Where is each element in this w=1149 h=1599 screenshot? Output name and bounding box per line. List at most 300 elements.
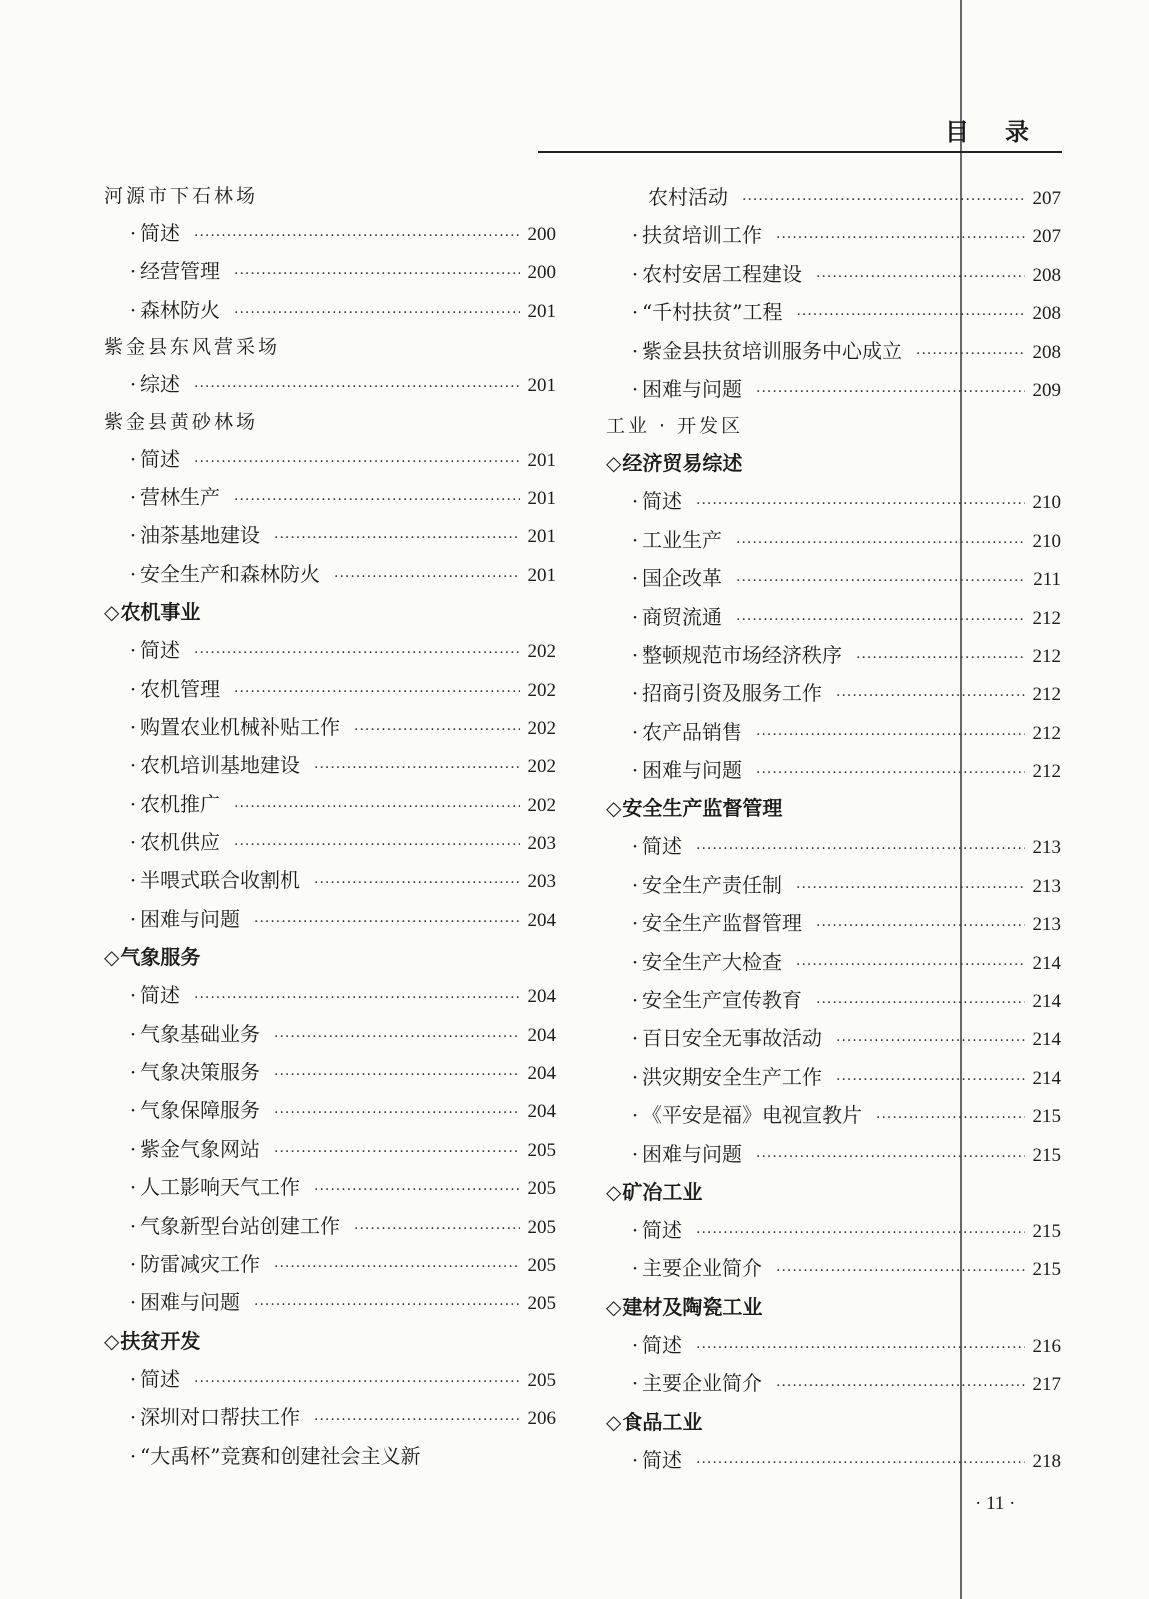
dot-leader (354, 711, 520, 749)
entry-label: 购置农业机械补贴工作 (140, 714, 340, 739)
bullet-icon: · (129, 523, 137, 548)
dot-leader (194, 443, 520, 481)
toc-entry[interactable] (104, 861, 556, 899)
entry-label: 深圳对口帮扶工作 (140, 1405, 300, 1430)
dot-leader (836, 1061, 1025, 1099)
dot-leader (796, 296, 1024, 334)
entry-page-number: 202 (527, 794, 556, 816)
section-title: 食品工业 (622, 1409, 703, 1434)
dot-leader (234, 294, 520, 332)
entry-label: 简述 (140, 446, 180, 471)
bullet-icon: · (129, 714, 137, 739)
section-heading (606, 444, 1061, 482)
entry-page-number: 210 (1032, 492, 1061, 514)
toc-entry[interactable] (104, 1168, 556, 1206)
entry-label: 农产品销售 (642, 719, 742, 744)
entry-page-number: 201 (527, 449, 556, 471)
toc-entry[interactable] (606, 1019, 1061, 1057)
bullet-icon: · (631, 261, 639, 286)
entry-page-number: 204 (527, 1101, 556, 1123)
toc-entry[interactable] (606, 904, 1061, 942)
bullet-icon: · (631, 758, 639, 783)
entry-page-number: 213 (1032, 914, 1061, 936)
toc-column-left (104, 178, 556, 1475)
entry-page-number: 208 (1032, 341, 1061, 363)
section-title: 矿冶工业 (622, 1179, 703, 1204)
bullet-icon: · (631, 834, 639, 859)
toc-entry[interactable] (104, 785, 556, 823)
entry-page-number: 215 (1032, 1144, 1061, 1166)
dot-leader (274, 1094, 520, 1132)
bullet-icon: · (631, 489, 639, 514)
toc-entry[interactable] (104, 1053, 556, 1091)
dot-leader (796, 869, 1025, 907)
entry-page-number: 212 (1032, 607, 1061, 629)
entry-label: 整顿规范市场经济秩序 (642, 642, 842, 667)
entry-label: 商贸流通 (642, 604, 722, 629)
entry-label: 农机培训基地建设 (140, 753, 300, 778)
entry-label: 招商引资及服务工作 (642, 681, 822, 706)
bullet-icon: · (631, 1371, 639, 1396)
diamond-icon: ◇ (606, 796, 622, 821)
entry-label: 简述 (140, 983, 180, 1008)
entry-page-number: 218 (1032, 1450, 1061, 1472)
entry-page-number: 204 (527, 1024, 556, 1046)
group-heading: 河源市下石林场 (104, 185, 259, 207)
bullet-icon: · (129, 1290, 137, 1315)
entry-label: 困难与问题 (642, 758, 742, 783)
dot-leader (234, 826, 520, 864)
section-title: 气象服务 (120, 945, 201, 970)
toc-entry[interactable] (606, 943, 1061, 981)
bullet-icon: · (631, 949, 639, 974)
bullet-icon: · (631, 911, 639, 936)
dot-leader (776, 219, 1025, 257)
group-heading: 工业 · 开发区 (606, 415, 744, 438)
toc-entry[interactable] (606, 1211, 1061, 1249)
section-title: 建材及陶瓷工业 (622, 1294, 763, 1319)
entry-page-number: 212 (1032, 761, 1061, 783)
toc-entry[interactable] (104, 1207, 556, 1245)
dot-leader (836, 677, 1025, 715)
entry-page-number: 201 (527, 487, 556, 509)
entry-label: 综述 (140, 372, 180, 397)
toc-entry[interactable] (606, 866, 1061, 904)
toc-entry[interactable] (104, 214, 556, 252)
toc-entry[interactable] (606, 1326, 1061, 1364)
entry-label: 安全生产大检查 (642, 949, 782, 974)
entry-label: 紫金县扶贫培训服务中心成立 (642, 338, 902, 363)
toc-entry[interactable] (606, 255, 1061, 293)
entry-page-number: 215 (1032, 1220, 1061, 1242)
dot-leader (334, 558, 520, 596)
bullet-icon: · (631, 223, 639, 248)
entry-label: “千村扶贫”工程 (642, 300, 783, 325)
dot-leader (234, 788, 520, 826)
entry-page-number: 202 (527, 679, 556, 701)
diamond-icon: ◇ (104, 600, 120, 625)
toc-entry[interactable] (104, 440, 556, 478)
bullet-icon: · (631, 1141, 639, 1166)
dot-leader (796, 946, 1025, 984)
toc-entry[interactable] (104, 823, 556, 861)
entry-label: 简述 (642, 834, 682, 859)
toc-entry[interactable] (606, 1135, 1061, 1173)
toc-entry[interactable] (606, 178, 1061, 216)
entry-label: 工业生产 (642, 527, 722, 552)
bullet-icon: · (129, 297, 137, 322)
entry-label: 简述 (140, 221, 180, 245)
dot-leader (234, 481, 520, 519)
toc-entry[interactable] (606, 598, 1061, 636)
toc-entry[interactable] (104, 746, 556, 784)
dot-leader (756, 373, 1025, 411)
entry-label: 困难与问题 (140, 906, 240, 931)
dot-leader (696, 1329, 1025, 1367)
dot-leader (314, 1401, 520, 1439)
entry-label: 简述 (642, 1217, 682, 1242)
entry-page-number: 205 (527, 1254, 556, 1276)
entry-page-number: 207 (1032, 226, 1061, 248)
entry-label: 人工影响天气工作 (140, 1175, 300, 1200)
entry-page-number: 203 (527, 871, 556, 893)
entry-page-number: 205 (527, 1139, 556, 1161)
bullet-icon: · (631, 566, 639, 591)
toc-entry[interactable] (104, 478, 556, 516)
dot-leader (234, 255, 520, 293)
page-title: 目录 (945, 118, 1065, 146)
entry-page-number: 217 (1032, 1374, 1061, 1396)
entry-page-number: 210 (1032, 530, 1061, 552)
toc-entry[interactable] (104, 1398, 556, 1436)
dot-leader (776, 1367, 1025, 1405)
entry-page-number: 200 (527, 224, 556, 245)
entry-page-number: 214 (1032, 991, 1061, 1013)
entry-label: 简述 (140, 1366, 180, 1391)
bullet-icon: · (129, 1136, 137, 1161)
toc-entry[interactable] (104, 1283, 556, 1321)
dot-leader (194, 368, 520, 406)
bullet-icon: · (129, 753, 137, 778)
toc-entry[interactable] (606, 1441, 1061, 1479)
bullet-icon: · (129, 1443, 137, 1468)
entry-label: 安全生产监督管理 (642, 911, 802, 936)
toc-entry[interactable] (606, 216, 1061, 254)
section-heading (606, 1173, 1061, 1211)
entry-label: 安全生产责任制 (642, 872, 782, 897)
toc-entry[interactable] (104, 631, 556, 669)
entry-page-number: 204 (527, 1063, 556, 1085)
bullet-icon: · (129, 1366, 137, 1391)
entry-label: 简述 (642, 1332, 682, 1357)
entry-page-number: 208 (1032, 264, 1061, 286)
entry-label: 紫金气象网站 (140, 1136, 260, 1161)
entry-page-number: 202 (527, 641, 556, 663)
dot-leader (274, 519, 520, 557)
entry-page-number: 214 (1032, 952, 1061, 974)
entry-page-number: 205 (527, 1178, 556, 1200)
entry-label: 防雷减灾工作 (140, 1251, 260, 1276)
bullet-icon: · (631, 1256, 639, 1281)
bullet-icon: · (129, 1405, 137, 1430)
toc-entry[interactable] (606, 1096, 1061, 1134)
entry-label: 《平安是福》电视宣教片 (642, 1103, 862, 1128)
bullet-icon: · (631, 338, 639, 363)
dot-leader (876, 1099, 1025, 1137)
entry-page-number: 203 (527, 833, 556, 855)
entry-label: 安全生产宣传教育 (642, 988, 802, 1013)
entry-label: 简述 (140, 638, 180, 663)
entry-page-number: 200 (527, 262, 556, 284)
dot-leader (736, 524, 1025, 562)
entry-page-number: 207 (1032, 188, 1061, 209)
bullet-icon: · (129, 484, 137, 509)
dot-leader (254, 903, 520, 941)
dot-leader (194, 634, 520, 672)
entry-label: 简述 (642, 489, 682, 514)
entry-label: 经营管理 (140, 259, 220, 284)
dot-leader (314, 749, 520, 787)
entry-page-number: 212 (1032, 645, 1061, 667)
bullet-icon: · (631, 1217, 639, 1242)
entry-label: 森林防火 (140, 297, 220, 322)
toc-entry[interactable] (104, 291, 556, 329)
toc-entry[interactable] (104, 708, 556, 746)
bullet-icon: · (129, 1098, 137, 1123)
toc-entry[interactable] (606, 293, 1061, 331)
dot-leader (816, 907, 1025, 945)
dot-leader (816, 258, 1025, 296)
bullet-icon: · (631, 681, 639, 706)
entry-label: 主要企业简介 (642, 1256, 762, 1281)
dot-leader (314, 864, 520, 902)
bullet-icon: · (129, 906, 137, 931)
toc-entry[interactable] (606, 1364, 1061, 1402)
entry-page-number: 201 (527, 564, 556, 586)
toc-entry[interactable] (606, 1058, 1061, 1096)
dot-leader (696, 830, 1025, 868)
toc-entry[interactable] (104, 1091, 556, 1129)
bullet-icon: · (129, 1251, 137, 1276)
entry-label: 营林生产 (140, 484, 220, 509)
dot-leader (816, 984, 1025, 1022)
dot-leader (274, 1133, 520, 1171)
section-title: 安全生产监督管理 (622, 796, 783, 821)
entry-page-number: 201 (527, 300, 556, 322)
dot-leader (696, 485, 1025, 523)
toc-entry[interactable] (606, 521, 1061, 559)
bullet-icon: · (129, 372, 137, 397)
toc-entry[interactable] (104, 252, 556, 290)
entry-label: 主要企业简介 (642, 1371, 762, 1396)
bullet-icon: · (129, 868, 137, 893)
section-heading (606, 789, 1061, 827)
entry-page-number: 213 (1032, 875, 1061, 897)
toc-entry[interactable] (104, 365, 556, 403)
bullet-icon: · (129, 1021, 137, 1046)
entry-label: 农村活动 (648, 185, 728, 209)
dot-leader (194, 217, 520, 255)
entry-page-number: 205 (527, 1369, 556, 1391)
dot-leader (314, 1171, 520, 1209)
dot-leader (274, 1248, 520, 1286)
dot-leader (194, 979, 520, 1017)
entry-page-number: 215 (1032, 1259, 1061, 1281)
entry-label: 农村安居工程建设 (642, 261, 802, 286)
toc-entry[interactable] (104, 900, 556, 938)
bullet-icon: · (129, 446, 137, 471)
bullet-icon: · (129, 1060, 137, 1085)
toc-entry[interactable] (606, 559, 1061, 597)
toc-entry[interactable] (606, 674, 1061, 712)
entry-page-number: 205 (527, 1293, 556, 1315)
dot-leader (856, 639, 1025, 677)
entry-page-number: 206 (527, 1408, 556, 1430)
entry-label: 农机供应 (140, 830, 220, 855)
group-heading: 紫金县东风营采场 (104, 336, 281, 359)
entry-page-number: 208 (1032, 303, 1061, 325)
toc-entry[interactable] (104, 976, 556, 1014)
bullet-icon: · (129, 259, 137, 284)
bullet-icon: · (129, 983, 137, 1008)
toc-entry[interactable] (606, 713, 1061, 751)
entry-label: 困难与问题 (642, 1141, 742, 1166)
entry-page-number: 201 (527, 375, 556, 397)
dot-leader (254, 1286, 520, 1324)
entry-page-number: 214 (1032, 1067, 1061, 1089)
entry-label: 百日安全无事故活动 (642, 1026, 822, 1051)
dot-leader (696, 1214, 1025, 1252)
section-title: 经济贸易综述 (622, 451, 743, 476)
entry-page-number: 204 (527, 909, 556, 931)
entry-page-number: 204 (527, 986, 556, 1008)
entry-label: 农机推广 (140, 791, 220, 816)
bullet-icon: · (129, 1175, 137, 1200)
entry-label: 扶贫培训工作 (642, 223, 762, 248)
entry-page-number: 202 (527, 756, 556, 778)
entry-label: 气象保障服务 (140, 1098, 260, 1123)
dot-leader (274, 1056, 520, 1094)
page-number: · 11 · (975, 1493, 1016, 1514)
bullet-icon: · (129, 221, 137, 245)
section-title: 扶贫开发 (120, 1328, 201, 1353)
entry-page-number: 212 (1032, 684, 1061, 706)
dot-leader (756, 1138, 1025, 1176)
entry-page-number: 202 (527, 717, 556, 739)
toc-entry[interactable] (104, 670, 556, 708)
bullet-icon: · (631, 604, 639, 629)
section-heading (104, 1322, 556, 1360)
toc-entry[interactable] (104, 1130, 556, 1168)
dot-leader (354, 1210, 520, 1248)
toc-entry[interactable] (606, 636, 1061, 674)
section-heading (104, 938, 556, 976)
diamond-icon: ◇ (104, 1328, 120, 1353)
entry-label: 气象基础业务 (140, 1021, 260, 1046)
entry-label: 困难与问题 (642, 376, 742, 401)
bullet-icon: · (631, 1447, 639, 1472)
entry-page-number: 216 (1032, 1335, 1061, 1357)
dot-leader (776, 1252, 1025, 1290)
toc-entry[interactable] (104, 516, 556, 554)
bullet-icon: · (631, 376, 639, 401)
dot-leader (234, 673, 520, 711)
dot-leader (736, 562, 1025, 600)
bullet-icon: · (631, 527, 639, 552)
toc-entry[interactable] (606, 370, 1061, 408)
entry-label: 气象新型台站创建工作 (140, 1213, 340, 1238)
toc-entry[interactable] (104, 1245, 556, 1283)
entry-page-number: 205 (527, 1216, 556, 1238)
entry-page-number: 201 (527, 526, 556, 548)
bullet-icon: · (129, 638, 137, 663)
toc-entry[interactable] (104, 1437, 556, 1475)
toc-entry[interactable] (104, 1360, 556, 1398)
toc-entry[interactable] (606, 751, 1061, 789)
diamond-icon: ◇ (606, 1409, 622, 1434)
toc-entry[interactable] (104, 555, 556, 593)
bullet-icon: · (631, 1103, 639, 1128)
diamond-icon: ◇ (104, 945, 120, 970)
section-heading (606, 1403, 1061, 1441)
bullet-icon: · (631, 1332, 639, 1357)
dot-leader (916, 335, 1025, 373)
bullet-icon: · (631, 1026, 639, 1051)
entry-page-number: 211 (1033, 569, 1061, 591)
entry-label: 简述 (642, 1447, 682, 1472)
entry-label: 农机管理 (140, 676, 220, 701)
bullet-icon: · (631, 872, 639, 897)
bullet-icon: · (129, 791, 137, 816)
entry-page-number: 209 (1032, 379, 1061, 401)
bullet-icon: · (631, 300, 639, 325)
toc-entry[interactable] (606, 981, 1061, 1019)
bullet-icon: · (631, 719, 639, 744)
toc-entry[interactable] (606, 482, 1061, 520)
dot-leader (274, 1018, 520, 1056)
bullet-icon: · (129, 830, 137, 855)
bullet-icon: · (129, 561, 137, 586)
toc-entry[interactable] (606, 1249, 1061, 1287)
diamond-icon: ◇ (606, 1294, 622, 1319)
diamond-icon: ◇ (606, 451, 622, 476)
entry-label: “大禹杯”竞赛和创建社会主义新 (140, 1443, 421, 1468)
entry-label: 国企改革 (642, 566, 722, 591)
dot-leader (756, 716, 1025, 754)
group-heading: 紫金县黄砂林场 (104, 410, 259, 433)
entry-page-number: 213 (1032, 837, 1061, 859)
bullet-icon: · (631, 988, 639, 1013)
dot-leader (736, 601, 1025, 639)
section-heading (606, 1288, 1061, 1326)
entry-label: 困难与问题 (140, 1290, 240, 1315)
dot-leader (194, 1363, 520, 1401)
entry-label: 半喂式联合收割机 (140, 868, 300, 893)
toc-entry[interactable] (104, 1015, 556, 1053)
dot-leader (696, 1444, 1025, 1482)
toc-entry[interactable] (606, 827, 1061, 865)
bullet-icon: · (129, 676, 137, 701)
toc-entry[interactable] (606, 332, 1061, 370)
entry-page-number: 214 (1032, 1029, 1061, 1051)
dot-leader (836, 1022, 1025, 1060)
entry-label: 洪灾期安全生产工作 (642, 1064, 822, 1089)
bullet-icon: · (129, 1213, 137, 1238)
entry-label: 安全生产和森林防火 (140, 561, 320, 586)
entry-label: 气象决策服务 (140, 1060, 260, 1085)
header-rule (538, 151, 1062, 153)
section-heading (104, 593, 556, 631)
